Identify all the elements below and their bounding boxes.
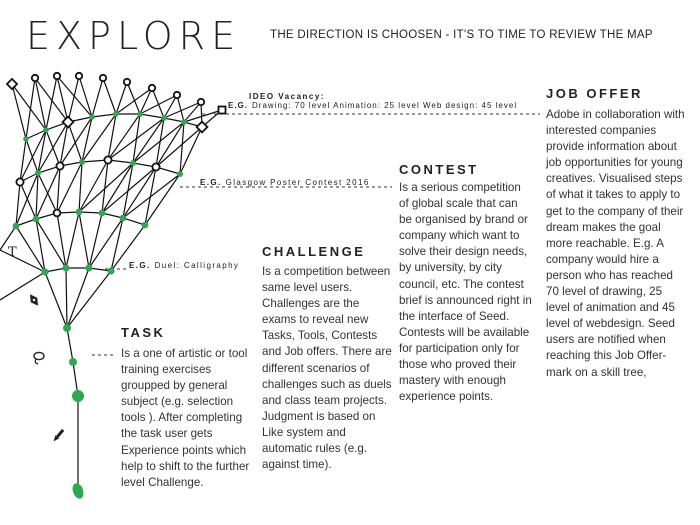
challenge-heading: CHALLENGE xyxy=(262,244,366,259)
top-node xyxy=(198,99,204,105)
tree-branch-line xyxy=(79,162,82,212)
contest-node xyxy=(152,163,159,170)
contest-heading: CONTEST xyxy=(399,162,479,177)
tier-node xyxy=(76,209,83,216)
type-tool-icon: T xyxy=(8,245,17,260)
tier-node xyxy=(142,222,149,229)
root-leaf-node xyxy=(71,482,86,500)
tree-branch-line xyxy=(68,122,82,162)
top-node xyxy=(76,73,82,79)
top-node xyxy=(100,75,106,81)
page-title: EXPLORE xyxy=(26,14,242,58)
tree-branch-line xyxy=(79,76,92,117)
job-offer-node xyxy=(89,114,95,120)
fan-line xyxy=(66,268,67,328)
task-node xyxy=(72,390,84,402)
brush-tool-icon xyxy=(52,428,65,443)
tree-branch-line xyxy=(156,127,202,167)
tree-branch-line xyxy=(89,213,102,268)
task-node xyxy=(63,324,71,332)
top-node xyxy=(7,79,17,89)
tree-branch-line xyxy=(123,174,180,218)
tree-branch-line xyxy=(79,160,108,212)
contest-example-text: Glasgow Poster Contest 2016 xyxy=(225,178,370,187)
tree-branch-line xyxy=(36,173,38,219)
challenge-example-text: Duel: Calligraphy xyxy=(154,261,240,270)
tree-branch-line xyxy=(133,118,164,163)
top-node xyxy=(54,73,60,79)
tree-branch-line xyxy=(46,76,57,130)
locked-node xyxy=(54,210,61,217)
tier-node xyxy=(99,210,106,217)
top-node xyxy=(149,85,155,91)
tree-branch-line xyxy=(66,212,79,268)
top-node xyxy=(174,92,180,98)
tree-branch-line xyxy=(79,212,89,268)
job-offer-node xyxy=(181,119,187,125)
tree-branch-line xyxy=(16,182,20,226)
tier-node xyxy=(120,215,127,222)
tree-branch-line xyxy=(46,130,60,166)
tree-branch-line xyxy=(0,272,45,300)
tree-branch-line xyxy=(103,78,116,114)
tree-branch-line xyxy=(108,114,140,160)
tree-branch-line xyxy=(20,182,36,219)
job-offer-node xyxy=(137,111,143,117)
challenge-body: Is a competition between same level users. Challenges are the exams to reveal new Tasks, Tools, Contests and Job offers. There are different scenarios of challenges such as duels and class team projects. Judgment is based on Like system and automatic rules (e.g. against time). xyxy=(262,265,392,472)
tree-branch-line xyxy=(177,95,184,122)
ideo-vacancy-details: Drawing: 70 level Animation: 25 level Web design: 45 level xyxy=(252,101,518,110)
challenge-node xyxy=(41,268,48,275)
fan-line xyxy=(67,268,89,328)
task-heading: TASK xyxy=(121,325,166,340)
job-offer-node xyxy=(23,136,29,142)
contest-node xyxy=(56,162,63,169)
eg-label: E.G. xyxy=(200,178,222,187)
tree-branch-line xyxy=(102,167,156,213)
task-body: Is a one of artistic or tool training exercises groupped by general subject (e.g. selection tools ). After completing the task user gets Experience points which help to shift to the further level Challenge. xyxy=(121,347,250,489)
challenge-node xyxy=(107,267,114,274)
fan-line xyxy=(67,271,111,328)
contest-node xyxy=(177,171,183,177)
ideo-vacancy-title: IDEO Vacancy: xyxy=(249,92,325,101)
contest-node xyxy=(79,159,85,165)
job-offer-heading: JOB OFFER xyxy=(546,86,643,101)
tree-branch-line xyxy=(133,114,140,163)
tree-branch-line xyxy=(26,139,38,173)
tree-branch-line xyxy=(133,122,184,163)
fan-line xyxy=(45,272,67,328)
contest-node xyxy=(104,156,111,163)
challenge-arc xyxy=(45,268,111,272)
job-offer-body: Adobe in collaboration with interested companies provide information about job opportunities for young creatives. Visualised steps of what it takes to apply to get to the company of their dream makes the goal more reachable. E.g. A company would hire a person who has reached 70 level of drawing, 25 level of animation and 45 level of webdesign. Seed users are notified when reaching this Job Offer-mark on a skill tree, xyxy=(546,108,685,379)
eg-label: E.G. xyxy=(129,261,151,270)
job-offer-node xyxy=(161,115,167,121)
contest-node xyxy=(35,170,41,176)
contest-node xyxy=(16,178,23,185)
trunk-line xyxy=(67,328,73,362)
ideo-vacancy-example xyxy=(228,101,517,110)
lasso-tool-icon xyxy=(34,352,44,364)
tree-branch-line xyxy=(12,84,26,139)
challenge-node xyxy=(62,264,69,271)
pen-tool-icon xyxy=(27,292,42,308)
job-offer-node xyxy=(63,117,74,128)
task-node xyxy=(69,358,77,366)
challenge-node xyxy=(85,264,92,271)
contest-example xyxy=(200,178,370,187)
tree-branch-line xyxy=(116,82,127,114)
challenge-example xyxy=(129,261,239,270)
top-node xyxy=(124,79,130,85)
top-node xyxy=(219,107,226,114)
contest-body: Is a serious competition of global scale that can be organised by brand or company which want to solve their design needs, by university, by city council, etc. The contest brief is announced right in the interface of Seed. Contests will be available for participation only for those who proved their mastery with enough experience points. xyxy=(399,181,532,404)
page-subtitle: THE DIRECTION IS CHOOSEN - IT'S TO TIME TO REVIEW THE MAP xyxy=(270,29,653,41)
job-offer-node xyxy=(113,111,119,117)
eg-label: E.G. xyxy=(228,101,249,110)
job-offer-node xyxy=(43,127,49,133)
tree-branch-line xyxy=(108,114,116,160)
tier-node xyxy=(33,216,40,223)
tree-branch-line xyxy=(92,78,103,117)
tier-node xyxy=(13,223,20,230)
top-node xyxy=(32,75,38,81)
contest-node xyxy=(130,160,136,166)
